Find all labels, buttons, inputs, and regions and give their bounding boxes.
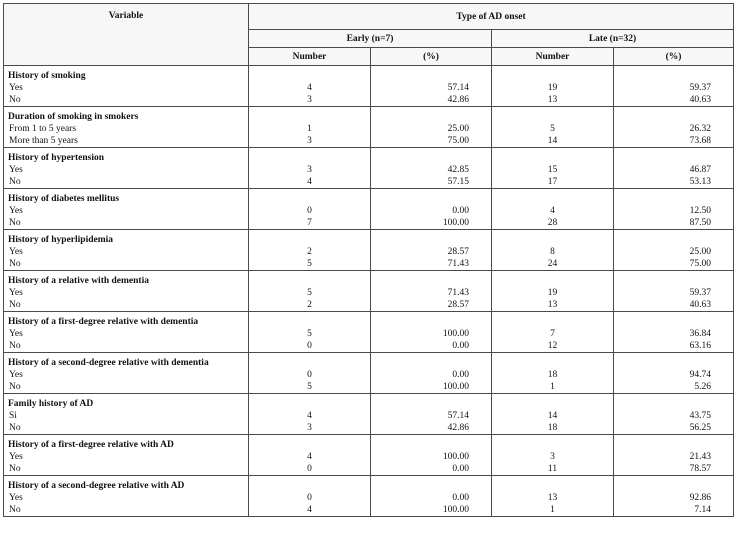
table-row xyxy=(4,353,734,394)
cell-value: 28.57 xyxy=(447,247,469,257)
cell-value: 42.86 xyxy=(447,423,469,433)
cell-spacer xyxy=(371,439,469,451)
variable-cell xyxy=(4,312,249,353)
cell-spacer xyxy=(492,357,613,369)
section-title: History of a relative with dementia xyxy=(8,276,149,286)
cell-spacer xyxy=(249,193,370,205)
cell-spacer xyxy=(614,357,711,369)
cell-value: 0 xyxy=(307,206,312,216)
cell-value: 78.57 xyxy=(689,464,712,474)
table-row xyxy=(4,107,734,148)
late-percent-cell xyxy=(614,66,734,107)
cell-spacer xyxy=(249,234,370,246)
section-title: History of a first-degree relative with AD xyxy=(8,440,174,450)
cell-value: 42.86 xyxy=(447,95,469,105)
late-percent-cell xyxy=(614,107,734,148)
cell-value: 12.50 xyxy=(689,206,712,216)
cell-value: 57.14 xyxy=(447,83,469,93)
cell-value: 28.57 xyxy=(447,300,469,310)
cell-spacer xyxy=(371,480,469,492)
late-number-cell xyxy=(492,107,614,148)
option-label: No xyxy=(9,218,21,228)
option-label: Yes xyxy=(9,83,23,93)
cell-value: 87.50 xyxy=(689,218,712,228)
early-number-cell xyxy=(249,66,371,107)
cell-spacer xyxy=(614,275,711,287)
cell-value: 1 xyxy=(550,505,555,515)
late-percent-cell xyxy=(614,230,734,271)
variable-cell xyxy=(4,353,249,394)
cell-spacer xyxy=(249,316,370,328)
variable-cell xyxy=(4,435,249,476)
option-label: No xyxy=(9,177,21,187)
cell-value: 4 xyxy=(550,206,555,216)
option-label: No xyxy=(9,259,21,269)
cell-value: 0 xyxy=(307,493,312,503)
cell-spacer xyxy=(249,398,370,410)
early-number-cell xyxy=(249,189,371,230)
cell-spacer xyxy=(371,70,469,82)
option-label: Yes xyxy=(9,206,23,216)
early-number-header: Number xyxy=(249,48,371,66)
cell-value: 3 xyxy=(307,95,312,105)
cell-spacer xyxy=(249,480,370,492)
cell-value: 3 xyxy=(307,165,312,175)
early-percent-cell xyxy=(371,312,492,353)
early-percent-cell xyxy=(371,271,492,312)
cell-value: 2 xyxy=(307,247,312,257)
cell-value: 4 xyxy=(307,452,312,462)
cell-value: 56.25 xyxy=(689,423,712,433)
cell-value: 11 xyxy=(547,464,558,474)
cell-value: 3 xyxy=(550,452,555,462)
early-percent-cell xyxy=(371,435,492,476)
late-percent-cell xyxy=(614,353,734,394)
section-title: Duration of smoking in smokers xyxy=(8,112,139,122)
variable-cell xyxy=(4,189,249,230)
cell-value: 18 xyxy=(547,423,558,433)
early-percent-cell xyxy=(371,476,492,517)
cell-spacer xyxy=(371,398,469,410)
cell-spacer xyxy=(492,316,613,328)
cell-value: 100.00 xyxy=(442,505,469,515)
option-label: Yes xyxy=(9,165,23,175)
section-title: History of a second-degree relative with AD xyxy=(8,481,185,491)
cell-value: 12 xyxy=(547,341,558,351)
variable-header: Variable xyxy=(4,4,249,66)
cell-spacer xyxy=(249,275,370,287)
early-percent-cell xyxy=(371,230,492,271)
early-number-cell xyxy=(249,107,371,148)
cell-spacer xyxy=(614,70,711,82)
late-percent-header: (%) xyxy=(614,48,734,66)
cell-value: 57.14 xyxy=(447,411,469,421)
early-number-cell xyxy=(249,353,371,394)
late-number-cell xyxy=(492,353,614,394)
cell-value: 63.16 xyxy=(689,341,712,351)
late-number-cell xyxy=(492,66,614,107)
cell-value: 71.43 xyxy=(447,288,469,298)
late-number-cell xyxy=(492,312,614,353)
cell-spacer xyxy=(492,398,613,410)
cell-spacer xyxy=(249,357,370,369)
table-row xyxy=(4,148,734,189)
cell-value: 17 xyxy=(547,177,558,187)
cell-spacer xyxy=(614,234,711,246)
cell-value: 13 xyxy=(547,300,558,310)
late-percent-cell xyxy=(614,476,734,517)
early-number-cell xyxy=(249,394,371,435)
cell-value: 100.00 xyxy=(442,452,469,462)
cell-spacer xyxy=(371,275,469,287)
cell-value: 40.63 xyxy=(689,95,712,105)
cell-value: 0.00 xyxy=(452,370,469,380)
cell-spacer xyxy=(371,193,469,205)
option-label: Yes xyxy=(9,493,23,503)
section-title: History of smoking xyxy=(8,71,86,81)
cell-value: 3 xyxy=(307,423,312,433)
cell-value: 0 xyxy=(307,341,312,351)
table-body xyxy=(4,66,734,517)
cell-value: 13 xyxy=(547,95,558,105)
option-label: More than 5 years xyxy=(9,136,78,146)
cell-spacer xyxy=(492,275,613,287)
option-label: No xyxy=(9,95,21,105)
cell-value: 59.37 xyxy=(689,288,712,298)
cell-value: 43.75 xyxy=(689,411,712,421)
cell-value: 100.00 xyxy=(442,382,469,392)
option-label: No xyxy=(9,382,21,392)
cell-spacer xyxy=(371,111,469,123)
cell-value: 1 xyxy=(550,382,555,392)
early-number-cell xyxy=(249,476,371,517)
late-percent-cell xyxy=(614,189,734,230)
cell-value: 5 xyxy=(307,382,312,392)
late-number-cell xyxy=(492,230,614,271)
early-number-cell xyxy=(249,312,371,353)
cell-spacer xyxy=(614,439,711,451)
cell-value: 94.74 xyxy=(689,370,712,380)
section-title: History of a first-degree relative with dementia xyxy=(8,317,199,327)
early-number-cell xyxy=(249,271,371,312)
cell-value: 73.68 xyxy=(689,136,712,146)
table-row xyxy=(4,271,734,312)
cell-value: 4 xyxy=(307,505,312,515)
early-number-cell xyxy=(249,148,371,189)
cell-value: 0.00 xyxy=(452,464,469,474)
early-percent-cell xyxy=(371,394,492,435)
late-number-cell xyxy=(492,394,614,435)
table-row xyxy=(4,312,734,353)
cell-value: 24 xyxy=(547,259,558,269)
cell-value: 100.00 xyxy=(442,218,469,228)
section-title: History of a second-degree relative with dementia xyxy=(8,358,209,368)
early-percent-header: (%) xyxy=(371,48,492,66)
variable-cell xyxy=(4,148,249,189)
cell-spacer xyxy=(371,234,469,246)
late-number-cell xyxy=(492,148,614,189)
option-label: Yes xyxy=(9,329,23,339)
cell-value: 21.43 xyxy=(689,452,712,462)
cell-value: 59.37 xyxy=(689,83,712,93)
cell-value: 3 xyxy=(307,136,312,146)
cell-value: 25.00 xyxy=(689,247,712,257)
cell-value: 28 xyxy=(547,218,558,228)
cell-value: 75.00 xyxy=(447,136,469,146)
section-title: History of hypertension xyxy=(8,153,105,163)
late-number-cell xyxy=(492,476,614,517)
early-percent-cell xyxy=(371,353,492,394)
cell-value: 40.63 xyxy=(689,300,712,310)
cell-spacer xyxy=(249,111,370,123)
cell-value: 7 xyxy=(550,329,555,339)
cell-spacer xyxy=(249,152,370,164)
cell-value: 7.14 xyxy=(694,505,712,515)
option-label: No xyxy=(9,464,21,474)
type-of-onset-header: Type of AD onset xyxy=(249,4,734,30)
variable-cell xyxy=(4,394,249,435)
cell-spacer xyxy=(492,480,613,492)
option-label: No xyxy=(9,341,21,351)
early-number-cell xyxy=(249,435,371,476)
late-number-header: Number xyxy=(492,48,614,66)
cell-value: 5 xyxy=(307,329,312,339)
cell-value: 5.26 xyxy=(694,382,712,392)
option-label: Yes xyxy=(9,288,23,298)
variable-cell xyxy=(4,271,249,312)
cell-value: 13 xyxy=(547,493,558,503)
cell-spacer xyxy=(614,111,711,123)
cell-value: 0.00 xyxy=(452,206,469,216)
late-percent-cell xyxy=(614,435,734,476)
cell-value: 75.00 xyxy=(689,259,712,269)
cell-spacer xyxy=(492,70,613,82)
cell-value: 0.00 xyxy=(452,493,469,503)
early-onset-header: Early (n=7) xyxy=(249,30,492,48)
late-number-cell xyxy=(492,189,614,230)
cell-value: 4 xyxy=(307,411,312,421)
late-percent-cell xyxy=(614,394,734,435)
section-title: History of diabetes mellitus xyxy=(8,194,120,204)
cell-value: 18 xyxy=(547,370,558,380)
late-number-cell xyxy=(492,435,614,476)
cell-spacer xyxy=(249,70,370,82)
late-percent-cell xyxy=(614,312,734,353)
cell-value: 0.00 xyxy=(452,341,469,351)
cell-value: 19 xyxy=(547,83,558,93)
cell-value: 57.15 xyxy=(447,177,469,187)
option-label: No xyxy=(9,300,21,310)
cell-value: 19 xyxy=(547,288,558,298)
variable-cell xyxy=(4,230,249,271)
cell-spacer xyxy=(614,398,711,410)
cell-value: 8 xyxy=(550,247,555,257)
table-row xyxy=(4,189,734,230)
option-label: Yes xyxy=(9,247,23,257)
table-row xyxy=(4,476,734,517)
option-label: From 1 to 5 years xyxy=(9,124,77,134)
cell-value: 4 xyxy=(307,83,312,93)
cell-value: 0 xyxy=(307,464,312,474)
cell-value: 46.87 xyxy=(689,165,712,175)
ad-onset-table xyxy=(3,3,734,517)
late-number-cell xyxy=(492,271,614,312)
cell-value: 4 xyxy=(307,177,312,187)
option-label: No xyxy=(9,505,21,515)
cell-value: 5 xyxy=(550,124,555,134)
cell-value: 15 xyxy=(547,165,558,175)
cell-value: 53.13 xyxy=(689,177,712,187)
cell-value: 92.86 xyxy=(689,493,712,503)
early-percent-cell xyxy=(371,107,492,148)
late-percent-cell xyxy=(614,271,734,312)
cell-value: 36.84 xyxy=(689,329,712,339)
table-row xyxy=(4,66,734,107)
cell-value: 25.00 xyxy=(447,124,469,134)
option-label: Si xyxy=(9,411,17,421)
cell-spacer xyxy=(492,111,613,123)
variable-cell xyxy=(4,107,249,148)
header-row-1 xyxy=(4,4,734,30)
cell-spacer xyxy=(371,152,469,164)
cell-spacer xyxy=(371,316,469,328)
early-number-cell xyxy=(249,230,371,271)
cell-spacer xyxy=(492,439,613,451)
option-label: Yes xyxy=(9,370,23,380)
cell-spacer xyxy=(492,234,613,246)
cell-spacer xyxy=(371,357,469,369)
option-label: Yes xyxy=(9,452,23,462)
cell-spacer xyxy=(492,193,613,205)
early-percent-cell xyxy=(371,148,492,189)
cell-spacer xyxy=(614,316,711,328)
cell-spacer xyxy=(614,480,711,492)
cell-spacer xyxy=(614,193,711,205)
cell-value: 1 xyxy=(307,124,312,134)
early-percent-cell xyxy=(371,66,492,107)
section-title: History of hyperlipidemia xyxy=(8,235,114,245)
cell-spacer xyxy=(614,152,711,164)
cell-value: 14 xyxy=(547,411,558,421)
cell-value: 71.43 xyxy=(447,259,469,269)
variable-cell xyxy=(4,66,249,107)
option-label: No xyxy=(9,423,21,433)
variable-cell xyxy=(4,476,249,517)
cell-value: 0 xyxy=(307,370,312,380)
table-row xyxy=(4,230,734,271)
cell-value: 42.85 xyxy=(447,165,469,175)
cell-value: 5 xyxy=(307,259,312,269)
cell-value: 100.00 xyxy=(442,329,469,339)
late-percent-cell xyxy=(614,148,734,189)
table-row xyxy=(4,394,734,435)
cell-value: 2 xyxy=(307,300,312,310)
table-row xyxy=(4,435,734,476)
section-title: Family history of AD xyxy=(8,399,94,409)
cell-value: 26.32 xyxy=(689,124,712,134)
cell-value: 7 xyxy=(307,218,312,228)
early-percent-cell xyxy=(371,189,492,230)
late-onset-header: Late (n=32) xyxy=(492,30,734,48)
cell-spacer xyxy=(249,439,370,451)
cell-value: 14 xyxy=(547,136,558,146)
cell-value: 5 xyxy=(307,288,312,298)
cell-spacer xyxy=(492,152,613,164)
